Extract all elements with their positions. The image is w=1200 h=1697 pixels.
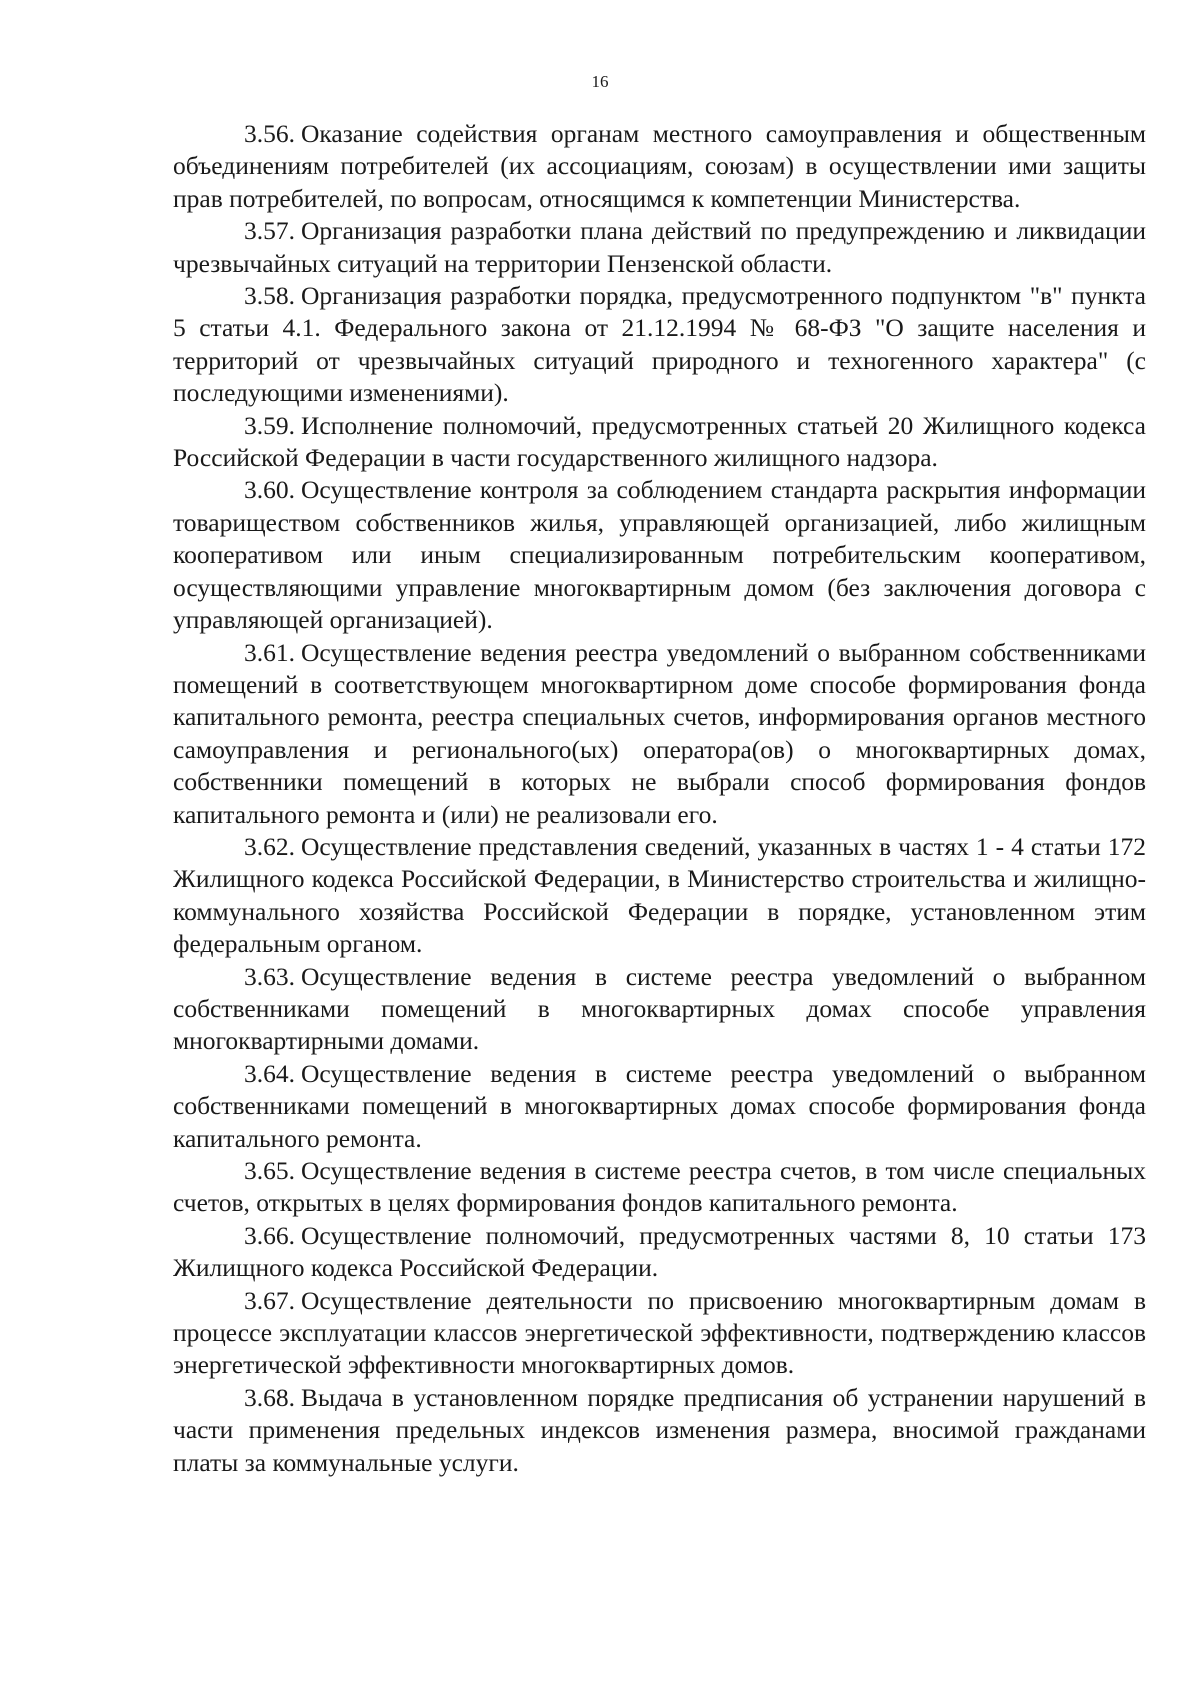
paragraph-3-61 bbox=[173, 637, 1146, 831]
paragraph-number: 3.60. bbox=[244, 475, 295, 505]
paragraph-number: 3.57. bbox=[244, 216, 295, 246]
paragraph-3-60 bbox=[173, 474, 1146, 636]
paragraph-text: Осуществление представления сведений, указанных в частях 1 - 4 статьи 172 Жилищного кодекса Российской Федерации, в Министерство строительства и жилищно-коммунального хозяйства Российской Федерации в порядке, установленном этим федеральным органом. bbox=[173, 831, 1146, 959]
paragraph-3-66 bbox=[173, 1220, 1146, 1285]
paragraph-text: Осуществление ведения в системе реестра уведомлений о выбранном собственниками помещений в многоквартирных домах способе управления многоквартирными домами. bbox=[173, 961, 1146, 1056]
paragraph-3-64 bbox=[173, 1058, 1146, 1155]
paragraph-3-68 bbox=[173, 1382, 1146, 1479]
paragraph-text: Осуществление ведения в системе реестра уведомлений о выбранном собственниками помещений в многоквартирных домах способе формирования фонда капитального ремонта. bbox=[173, 1058, 1146, 1153]
paragraph-text: Осуществление деятельности по присвоению многоквартирным домам в процессе эксплуатации классов энергетической эффективности, подтверждению классов энергетической эффективности многоквартирных домов. bbox=[173, 1285, 1146, 1380]
paragraph-number: 3.56. bbox=[244, 119, 295, 148]
paragraph-number: 3.59. bbox=[244, 410, 295, 440]
page-number: 16 bbox=[591, 72, 609, 91]
paragraph-number: 3.63. bbox=[244, 961, 295, 991]
paragraph-3-65 bbox=[173, 1155, 1146, 1220]
paragraph-number: 3.61. bbox=[244, 637, 295, 667]
paragraph-text: Выдача в установленном порядке предписания об устранении нарушений в части применения предельных индексов изменения размера, вносимой гражданами платы за коммунальные услуги. bbox=[173, 1382, 1146, 1477]
paragraph-number: 3.68. bbox=[244, 1382, 295, 1412]
document-body bbox=[173, 118, 1146, 1479]
paragraph-number: 3.64. bbox=[244, 1058, 295, 1088]
paragraph-text: Осуществление ведения реестра уведомлений о выбранном собственниками помещений в соответствующем многоквартирном доме способе формирования фонда капитального ремонта, реестра специальных счетов, информирования органов местного самоуправления и регионального(ых) оператора(ов) о многоквартирных домах, собственники помещений в которых не выбрали способ формирования фондов капитального ремонта и (или) не реализовали его. bbox=[173, 637, 1146, 829]
paragraph-number: 3.65. bbox=[244, 1156, 295, 1185]
paragraph-text: Организация разработки плана действий по предупреждению и ликвидации чрезвычайных ситуаций на территории Пензенской области. bbox=[173, 216, 1146, 278]
paragraph-3-57 bbox=[173, 215, 1146, 280]
paragraph-text: Осуществление полномочий, предусмотренных частями 8, 10 статьи 173 Жилищного кодекса Российской Федерации. bbox=[173, 1220, 1146, 1283]
paragraph-text: Исполнение полномочий, предусмотренных статьей 20 Жилищного кодекса Российской Федерации в части государственного жилищного надзора. bbox=[173, 410, 1146, 473]
paragraph-text: Осуществление ведения в системе реестра счетов, в том числе специальных счетов, открытых в целях формирования фондов капитального ремонта. bbox=[173, 1156, 1146, 1218]
paragraph-number: 3.58. bbox=[244, 281, 295, 311]
paragraph-3-59 bbox=[173, 410, 1146, 475]
paragraph-text: Осуществление контроля за соблюдением стандарта раскрытия информации товариществом собственников жилья, управляющей организацией, либо жилищным кооперативом или иным специализированным потребительским кооперативом, осуществляющими управление многоквартирным домом (без заключения договора с управляющей организацией). bbox=[173, 475, 1146, 635]
paragraph-3-56 bbox=[173, 118, 1146, 215]
paragraph-number: 3.67. bbox=[244, 1285, 295, 1315]
paragraph-3-67 bbox=[173, 1285, 1146, 1382]
paragraph-3-62 bbox=[173, 831, 1146, 961]
paragraph-3-63 bbox=[173, 961, 1146, 1058]
paragraph-text: Организация разработки порядка, предусмотренного подпунктом "в" пункта 5 статьи 4.1. Федерального закона от 21.12.1994 № 68-ФЗ "О защите населения и территорий от чрезвычайных ситуаций природного и техногенного характера" (с последующими изменениями). bbox=[173, 281, 1146, 408]
paragraph-3-58 bbox=[173, 280, 1146, 410]
paragraph-number: 3.62. bbox=[244, 831, 295, 861]
paragraph-text: Оказание содействия органам местного самоуправления и общественным объединениям потребителей (их ассоциациям, союзам) в осуществлении ими защиты прав потребителей, по вопросам, относящимся к компетенции Министерства. bbox=[173, 119, 1146, 213]
paragraph-number: 3.66. bbox=[244, 1220, 295, 1250]
